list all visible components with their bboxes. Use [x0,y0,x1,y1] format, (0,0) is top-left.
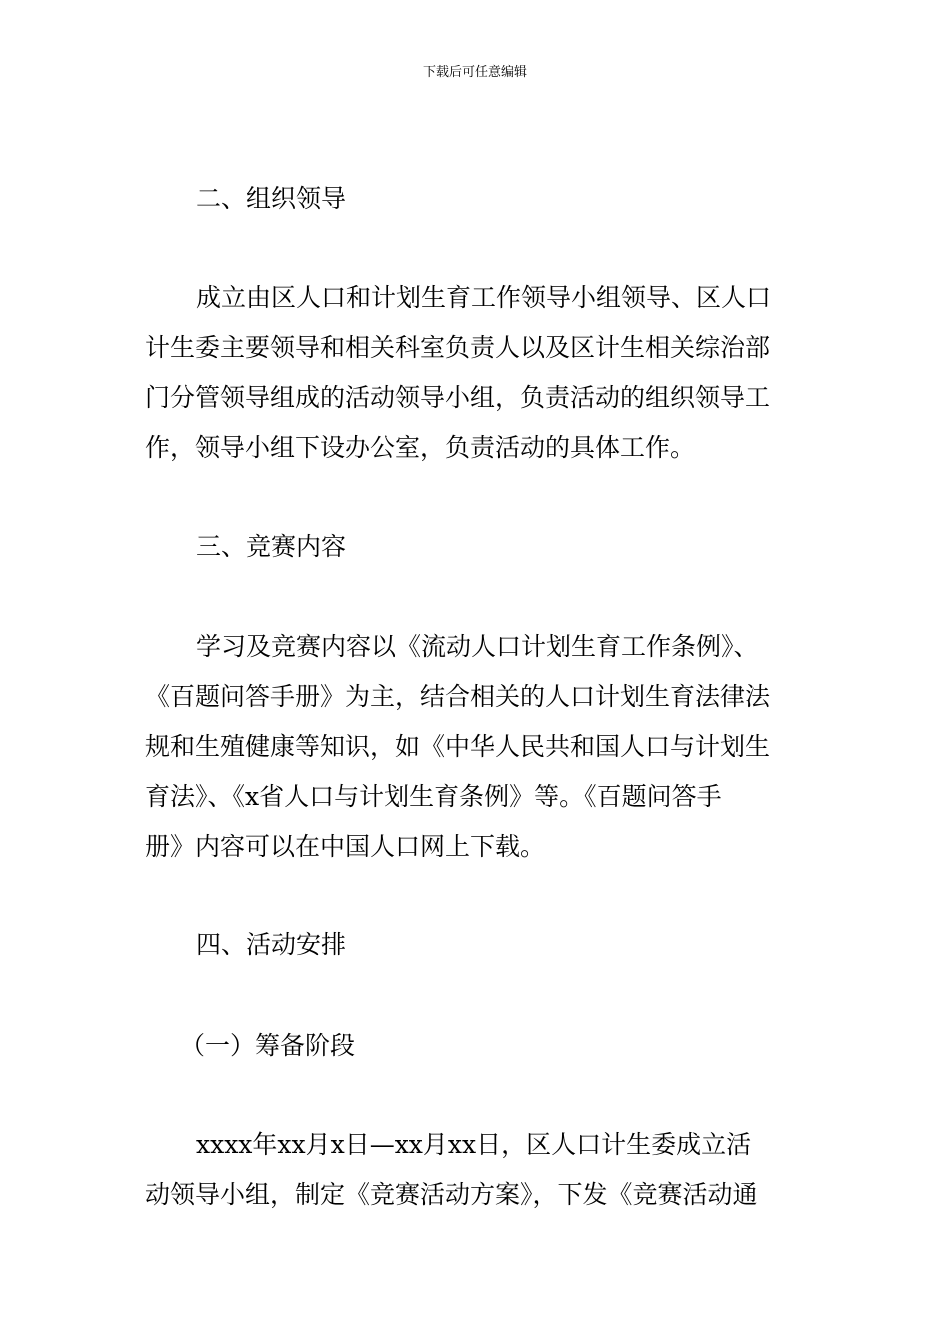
paragraph-line: 《百题问答手册》为主，结合相关的人口计划生育法律法 [145,682,771,711]
subsection-heading-preparation: （一）筹备阶段 [180,1031,356,1060]
paragraph-line: 册》内容可以在中国人口网上下载。 [145,832,546,861]
paragraph-line: 门分管领导组成的活动领导小组，负责活动的组织领导工 [145,383,771,412]
paragraph-contest-content [145,622,825,872]
section-heading-contest-content: 三、竞赛内容 [196,532,347,561]
paragraph-line: xxxx年xx月x日—xx月xx日，区人口计生委成立活 [196,1130,752,1159]
paragraph-organization [145,273,825,473]
section-heading-activity-arrangement: 四、活动安排 [196,930,347,959]
paragraph-preparation [145,1120,825,1220]
paragraph-line: 计生委主要领导和相关科室负责人以及区计生相关综治部 [145,333,771,362]
paragraph-line: 规和生殖健康等知识，如《中华人民共和国人口与计划生 [145,732,771,761]
paragraph-line: 育法》、《x省人口与计划生育条例》等。《百题问答手 [145,782,722,811]
section-heading-organization: 二、组织领导 [196,184,347,213]
page-header: 下载后可任意编辑 [422,65,527,80]
paragraph-line: 学习及竞赛内容以《流动人口计划生育工作条例》、 [196,632,759,661]
paragraph-line: 成立由区人口和计划生育工作领导小组领导、区人口 [196,283,772,312]
paragraph-line: 动领导小组，制定《竞赛活动方案》，下发《竞赛活动通 [145,1180,758,1209]
paragraph-line: 作，领导小组下设办公室，负责活动的具体工作。 [145,433,696,462]
